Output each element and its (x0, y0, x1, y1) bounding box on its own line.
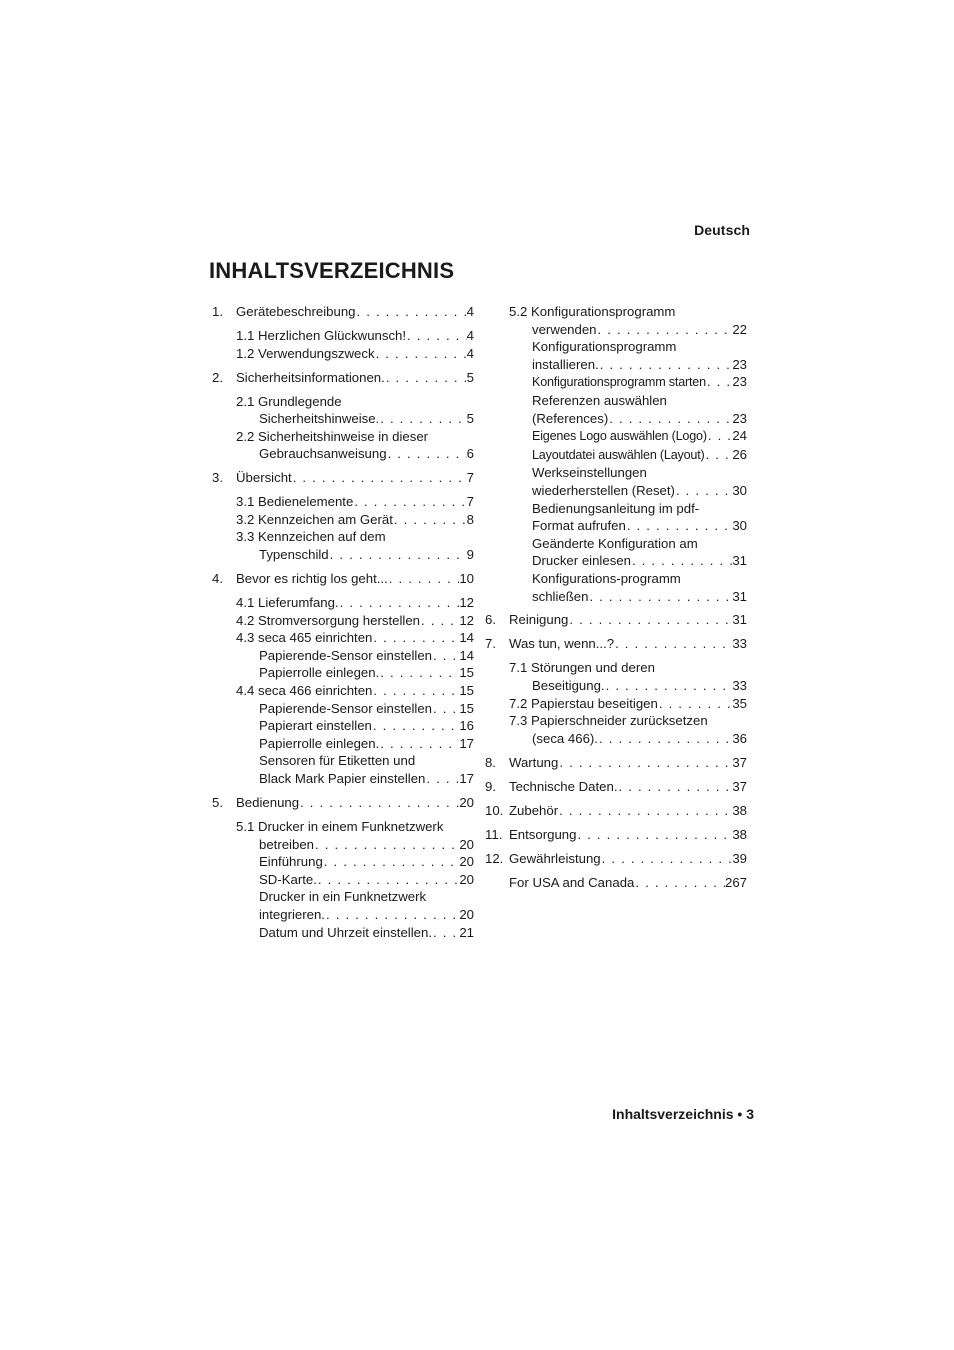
toc-page-number: 38 (732, 826, 747, 842)
toc-number: 10. (485, 802, 504, 818)
toc-page-number: 14 (459, 630, 474, 646)
toc-entry[interactable] (212, 327, 474, 345)
toc-page-number: 31 (732, 588, 747, 604)
toc-text: Typenschild (259, 547, 329, 563)
toc-leader (379, 410, 466, 428)
toc-number: 8. (485, 754, 496, 770)
toc-text: Bedienung (236, 794, 300, 810)
toc-leader (385, 369, 467, 387)
toc-leader (706, 373, 732, 391)
toc-column-left (212, 303, 474, 941)
toc-text: wiederherstellen (Reset) (532, 482, 675, 498)
toc-number: 6. (485, 612, 496, 628)
toc-leader (705, 446, 733, 464)
toc-text: 7.3 Papierschneider zurücksetzen (509, 713, 708, 729)
toc-leader (379, 735, 459, 753)
toc-text: Drucker in ein Funknetzwerk (259, 889, 427, 905)
toc-entry[interactable] (212, 393, 474, 428)
toc-text: (seca 466). (532, 730, 598, 746)
toc-entry[interactable] (485, 712, 747, 747)
toc-entry[interactable] (212, 735, 474, 753)
toc-entry[interactable] (212, 369, 474, 387)
toc-text: SD-Karte. (259, 871, 317, 887)
toc-page-number: 21 (459, 924, 474, 940)
toc-page-number: 37 (732, 754, 747, 770)
toc-text: Papierrolle einlegen. (259, 665, 380, 681)
toc-page-number: 4 (466, 304, 474, 319)
toc-entry[interactable] (212, 794, 474, 812)
toc-entry[interactable] (212, 612, 474, 630)
toc-entry[interactable] (485, 570, 747, 605)
toc-text: Gewährleistung (509, 850, 601, 866)
toc-entry[interactable] (485, 659, 747, 694)
toc-page-number: 16 (459, 718, 474, 734)
toc-text: verwenden (532, 321, 597, 337)
toc-text: Papierrolle einlegen. (259, 735, 380, 751)
toc-text: 2.2 Sicherheitshinweise in dieser (236, 428, 429, 444)
toc-number: 5. (212, 794, 223, 810)
toc-text: 5.2 Konfigurationsprogramm (509, 304, 676, 319)
toc-entry[interactable] (212, 345, 474, 363)
toc-text: Bedienungsanleitung im pdf- (532, 500, 700, 516)
toc-leader (658, 695, 732, 713)
toc-number: 9. (485, 778, 496, 794)
toc-page-number: 24 (732, 428, 747, 444)
toc-number: 7. (485, 636, 496, 652)
toc-leader (329, 546, 467, 564)
toc-page-number: 23 (732, 374, 747, 390)
toc-text: Konfigurationsprogramm (532, 339, 677, 355)
toc-leader (608, 410, 732, 428)
toc-leader (634, 874, 725, 892)
toc-number: 1. (212, 304, 223, 319)
toc-text: Einführung (259, 854, 323, 870)
toc-entry[interactable] (212, 528, 474, 563)
toc-text: 2.1 Grundlegende (236, 393, 342, 409)
toc-entry[interactable] (485, 338, 747, 373)
language-label: Deutsch (694, 222, 750, 238)
toc-leader (432, 647, 459, 665)
toc-page-number: 33 (732, 636, 747, 652)
toc-text: (References) (532, 410, 609, 426)
toc-text: Papierart einstellen (259, 718, 372, 734)
toc-text: Bevor es richtig los geht... (236, 571, 388, 587)
toc-text: 4.3 seca 465 einrichten (236, 630, 373, 646)
toc-leader (299, 794, 459, 812)
toc-page-number: 23 (732, 356, 747, 372)
toc-page-number: 20 (459, 794, 474, 810)
toc-entry[interactable] (212, 717, 474, 735)
toc-page-number: 14 (459, 647, 474, 663)
toc-leader (406, 327, 467, 345)
toc-leader (425, 770, 459, 788)
toc-entry[interactable] (212, 428, 474, 463)
toc-text: Datum und Uhrzeit einstellen. (259, 924, 432, 940)
toc-text: Gebrauchsanweisung (259, 446, 387, 462)
toc-page-number: 30 (732, 518, 747, 534)
toc-entry[interactable] (212, 493, 474, 511)
toc-text: 4.1 Lieferumfang. (236, 595, 339, 611)
toc-text: 3.2 Kennzeichen am Gerät (236, 511, 393, 527)
toc-page-number: 20 (459, 906, 474, 922)
toc-text: 7.1 Störungen und deren (509, 660, 655, 676)
toc-leader (314, 836, 459, 854)
toc-text: 4.4 seca 466 einrichten (236, 683, 373, 699)
toc-page-number: 20 (459, 836, 474, 852)
toc-page-number: 20 (459, 871, 474, 887)
toc-page-number: 12 (459, 612, 474, 628)
toc-text: integrieren. (259, 906, 325, 922)
toc-leader (588, 588, 732, 606)
toc-entry[interactable] (485, 392, 747, 427)
toc-text: betreiben (259, 836, 314, 852)
toc-entry[interactable] (485, 535, 747, 570)
toc-number: 3. (212, 470, 223, 486)
toc-entry[interactable] (212, 570, 474, 588)
toc-entry[interactable] (212, 853, 474, 871)
toc-leader (618, 778, 733, 796)
toc-page-number: 5 (466, 411, 474, 427)
toc-leader (558, 802, 732, 820)
toc-entry[interactable] (485, 611, 747, 629)
toc-page-number: 26 (732, 446, 747, 462)
toc-entry[interactable] (485, 695, 747, 713)
toc-leader (598, 730, 732, 748)
toc-entry[interactable] (212, 924, 474, 942)
toc-text: Wartung (509, 754, 559, 770)
toc-text: Werkseinstellungen (532, 465, 647, 481)
toc-leader (605, 677, 733, 695)
toc-leader (558, 754, 732, 772)
toc-leader (568, 611, 732, 629)
toc-leader (387, 445, 467, 463)
toc-entry[interactable] (485, 826, 747, 844)
toc-entry[interactable] (485, 303, 747, 338)
toc-text: Konfigurations-programm (532, 570, 681, 586)
toc-text: Gerätebeschreibung (236, 304, 356, 319)
toc-page-number: 5 (466, 369, 474, 385)
toc-text: schließen (532, 588, 589, 604)
toc-entry[interactable] (212, 629, 474, 647)
toc-text: Sensoren für Etiketten und (259, 753, 416, 769)
toc-entry[interactable] (485, 802, 747, 820)
toc-entry[interactable] (485, 373, 747, 392)
toc-entry[interactable] (485, 850, 747, 868)
toc-text: Reinigung (509, 612, 569, 628)
toc-leader (626, 517, 733, 535)
toc-entry[interactable] (212, 469, 474, 487)
toc-text: Übersicht (236, 470, 292, 486)
toc-page-number: 35 (732, 695, 747, 711)
toc-page-number: 22 (732, 321, 747, 337)
toc-leader (432, 924, 459, 942)
toc-text: Technische Daten. (509, 778, 618, 794)
toc-text: Format aufrufen (532, 518, 626, 534)
toc-page-number: 7 (466, 494, 474, 510)
toc-page-number: 30 (732, 482, 747, 498)
toc-text: 4.2 Stromversorgung herstellen (236, 612, 420, 628)
toc-entry[interactable] (485, 754, 747, 772)
toc-text: Black Mark Papier einstellen (259, 770, 426, 786)
page-title: INHALTSVERZEICHNIS (209, 258, 455, 283)
toc-entry[interactable] (212, 871, 474, 889)
toc-text: Drucker einlesen (532, 553, 631, 569)
toc-leader (325, 906, 459, 924)
toc-entry[interactable] (485, 874, 747, 892)
toc-leader (323, 853, 460, 871)
toc-page-number: 31 (732, 553, 747, 569)
toc-leader (599, 356, 733, 374)
toc-leader (601, 850, 733, 868)
toc-text: Referenzen auswählen (532, 392, 667, 408)
toc-text: 1.1 Herzlichen Glückwunsch! (236, 327, 407, 343)
toc-text: 5.1 Drucker in einem Funknetzwerk (236, 818, 444, 834)
toc-text: Layoutdatei auswählen (Layout) (532, 447, 705, 462)
toc-page-number: 4 (466, 327, 474, 343)
toc-entry[interactable] (212, 700, 474, 718)
toc-text: Eigenes Logo auswählen (Logo) (532, 429, 707, 444)
toc-leader (375, 345, 467, 363)
toc-text: Beseitigung. (532, 678, 605, 694)
toc-text: 3.1 Bedienelemente (236, 494, 354, 510)
page-footer: Inhaltsverzeichnis • 3 (612, 1106, 754, 1122)
toc-leader (379, 664, 459, 682)
toc-text: 7.2 Papierstau beseitigen (509, 695, 658, 711)
toc-entry[interactable] (212, 682, 474, 700)
toc-text: Konfigurationsprogramm starten (532, 375, 706, 390)
toc-text: Sicherheitshinweise. (259, 411, 380, 427)
toc-entry[interactable] (212, 511, 474, 529)
toc-leader (432, 700, 459, 718)
toc-entry[interactable] (485, 635, 747, 653)
toc-entry[interactable] (212, 594, 474, 612)
toc-text: Geänderte Konfiguration am (532, 535, 698, 551)
toc-page-number: 37 (732, 778, 747, 794)
toc-number: 11. (485, 826, 503, 842)
toc-leader (292, 469, 467, 487)
toc-leader (372, 682, 459, 700)
toc-page-number: 9 (466, 547, 474, 563)
toc-page-number: 31 (732, 612, 747, 628)
toc-text: 1.2 Verwendungszweck (236, 345, 375, 361)
toc-page-number: 15 (459, 665, 474, 681)
toc-page-number: 6 (466, 446, 474, 462)
toc-leader (353, 493, 466, 511)
toc-entry[interactable] (485, 446, 747, 465)
toc-page-number: 15 (459, 683, 474, 699)
toc-leader (393, 511, 467, 529)
toc-leader (576, 826, 732, 844)
toc-leader (339, 594, 460, 612)
toc-page-number: 17 (459, 735, 474, 751)
toc-leader (317, 871, 459, 889)
toc-page-number: 267 (724, 874, 747, 890)
toc-text: Was tun, wenn...? (509, 636, 615, 652)
toc-page-number: 10 (459, 571, 474, 587)
toc-column-right (485, 303, 747, 891)
toc-number: 4. (212, 571, 223, 587)
toc-entry[interactable] (212, 888, 474, 923)
toc-leader (356, 303, 467, 321)
toc-leader (597, 321, 733, 339)
toc-page-number: 7 (466, 470, 474, 486)
toc-entry[interactable] (212, 647, 474, 665)
toc-leader (614, 635, 732, 653)
toc-page-number: 38 (732, 802, 747, 818)
toc-number: 2. (212, 369, 223, 385)
toc-text: Papierende-Sensor einstellen (259, 647, 433, 663)
toc-page-number: 36 (732, 730, 747, 746)
toc-text: Papierende-Sensor einstellen (259, 700, 433, 716)
toc-entry[interactable] (212, 752, 474, 787)
toc-text: Zubehör (509, 802, 559, 818)
toc-leader (388, 570, 460, 588)
toc-entry[interactable] (485, 778, 747, 796)
toc-page-number: 33 (732, 678, 747, 694)
toc-page-number: 12 (459, 595, 474, 611)
toc-text: For USA and Canada (509, 874, 635, 890)
toc-page-number: 8 (466, 511, 474, 527)
toc-page-number: 39 (732, 850, 747, 866)
toc-leader (372, 717, 459, 735)
toc-text: Entsorgung (509, 826, 577, 842)
toc-entry[interactable] (485, 500, 747, 535)
toc-entry[interactable] (212, 818, 474, 853)
toc-text: installieren. (532, 356, 599, 372)
toc-leader (372, 629, 459, 647)
toc-leader (631, 552, 732, 570)
toc-page-number: 4 (466, 345, 474, 361)
toc-text: Sicherheitsinformationen. (236, 369, 385, 385)
toc-page-number: 20 (459, 854, 474, 870)
toc-leader (707, 427, 732, 445)
toc-text: 3.3 Kennzeichen auf dem (236, 529, 386, 545)
toc-entry[interactable] (485, 464, 747, 499)
toc-page-number: 15 (459, 700, 474, 716)
toc-entry[interactable] (212, 303, 474, 321)
toc-page-number: 17 (459, 770, 474, 786)
toc-page-number: 23 (732, 410, 747, 426)
toc-number: 12. (485, 850, 504, 866)
toc-entry[interactable] (485, 427, 747, 446)
toc-leader (675, 482, 732, 500)
toc-leader (420, 612, 459, 630)
toc-entry[interactable] (212, 664, 474, 682)
